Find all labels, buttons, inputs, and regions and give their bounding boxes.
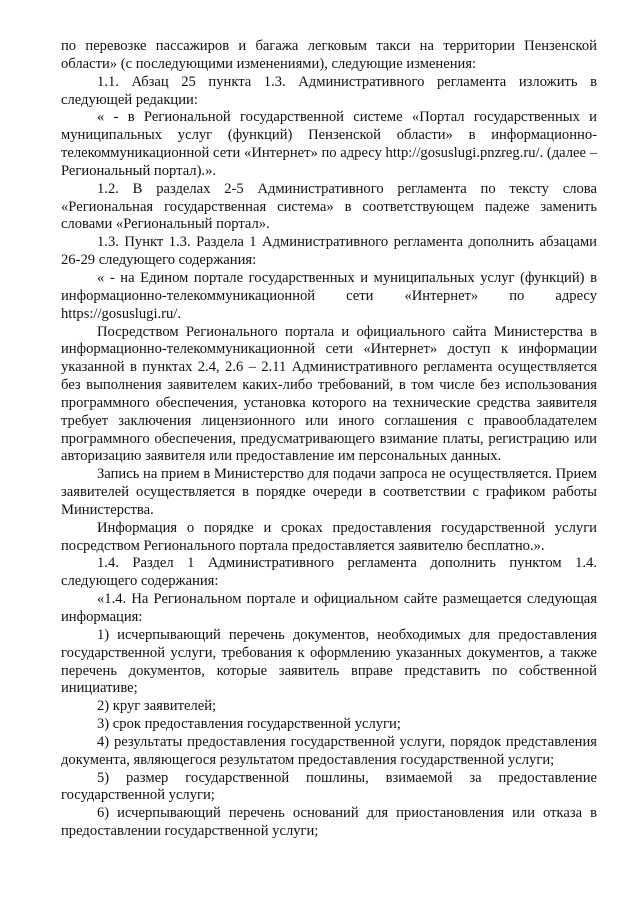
paragraph-9: Информация о порядке и сроках предоставления государственной услуги посредством Регионального портала предоставляется заявителю бесплатно.». [61, 519, 597, 554]
paragraph-5: 1.3. Пункт 1.3. Раздела 1 Административного регламента дополнить абзацами 26-29 следующего содержания: [61, 234, 597, 269]
paragraph-1: по перевозке пассажиров и багажа легковым такси на территории Пензенской области» (с последующими изменениями), следующие изменения: [61, 38, 597, 72]
paragraph-7: Посредством Регионального портала и официального сайта Министерства в информационно-телекоммуникационной сети «Интернет» доступ к информации указанной в пунктах 2.4, 2.6 – 2.11 Административного регламента осуществляется без выполнения заявителем каких-либо требований, в том числе без использования программного обеспечения, установка которого на технические средства заявителя требует заключения лицензионного или иного соглашения с правообладателем программного обеспечения, предусматривающего взимание платы, регистрацию или авторизацию заявителя или предоставление им персональных данных. [61, 323, 597, 465]
paragraph-13: 2) круг заявителей; [97, 698, 217, 715]
paragraph-2: 1.1. Абзац 25 пункта 1.3. Административного регламента изложить в следующей редакции: [61, 73, 597, 108]
paragraph-8: Запись на прием в Министерство для подачи запроса не осуществляется. Прием заявителей осуществляется в порядке очереди в соответствии с графиком работы Министерства. [61, 466, 597, 518]
paragraph-14: 3) срок предоставления государственной услуги; [97, 716, 401, 733]
paragraph-17: 6) исчерпывающий перечень оснований для приостановления или отказа в предоставлении государственной услуги; [61, 805, 597, 840]
document-page [61, 38, 597, 841]
paragraph-3: « - в Региональной государственной системе «Портал государственных и муниципальных услуг (функций) Пензенской области» в информационно-телекоммуникационной сети «Интернет» по адресу http://gosuslugi.pnzreg.ru/. (далее – Региональный портал).». [61, 109, 597, 179]
paragraph-12: 1) исчерпывающий перечень документов, необходимых для предоставления государственной услуги, требования к оформлению указанных документов, а также перечень документов, которые заявитель вправе представить по собственной инициативе; [61, 626, 597, 697]
paragraph-11: «1.4. На Региональном портале и официальном сайте размещается следующая информация: [61, 591, 597, 625]
paragraph-15: 4) результаты предоставления государственной услуги, порядок представления документа, являющегося результатом предоставления государственной услуги; [61, 733, 597, 768]
paragraph-6: « - на Едином портале государственных и муниципальных услуг (функций) в информационно-телекоммуникационной сети «Интернет» по адресу https://gosuslugi.ru/. [61, 269, 597, 322]
paragraph-4: 1.2. В разделах 2-5 Административного регламента по тексту слова «Региональная государственная система» в соответствующем падеже заменить словами «Региональный портал». [61, 180, 597, 233]
paragraph-10: 1.4. Раздел 1 Административного регламента дополнить пунктом 1.4. следующего содержания: [61, 555, 597, 590]
paragraph-16: 5) размер государственной пошлины, взимаемой за предоставление государственной услуги; [61, 769, 597, 804]
